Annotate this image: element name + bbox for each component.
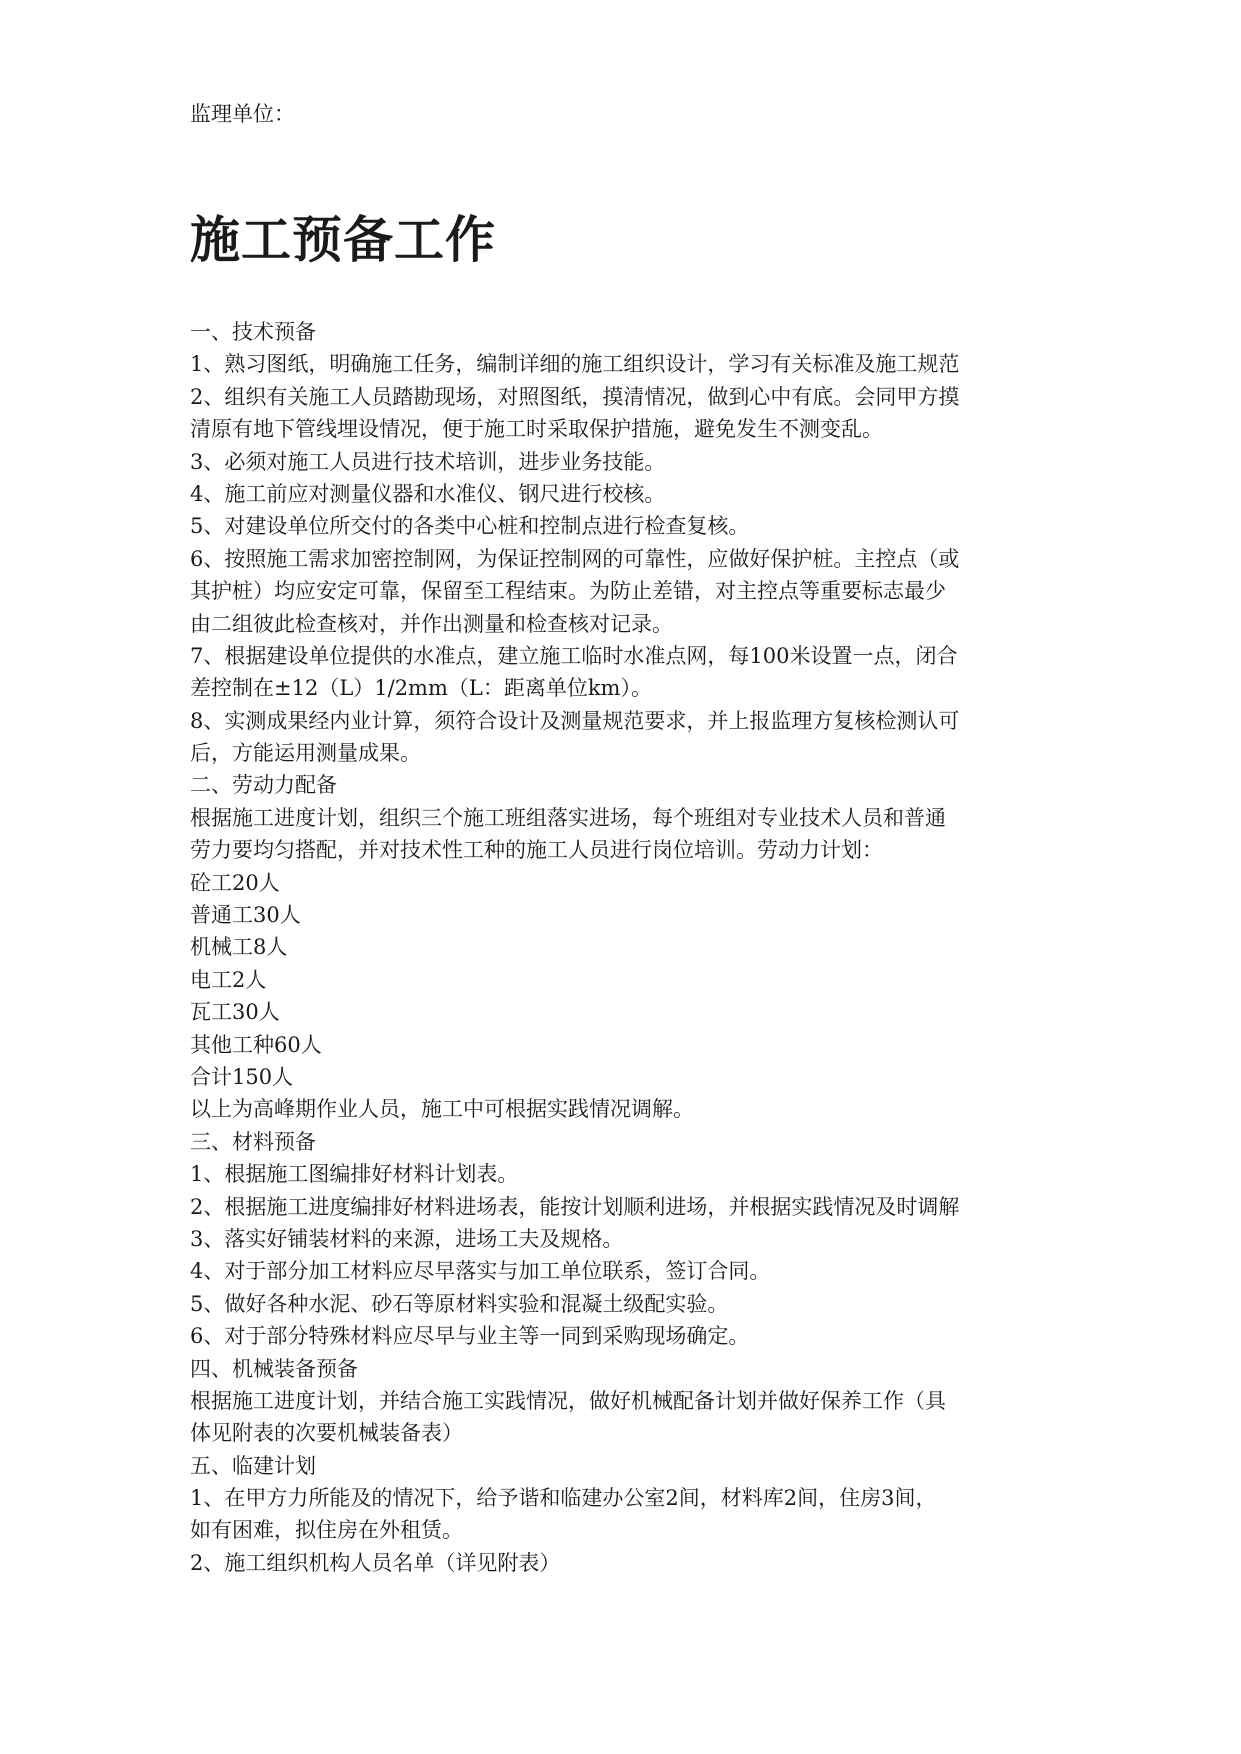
supervisor-label: 监理单位： — [190, 102, 295, 126]
document-body — [190, 316, 1080, 1579]
paragraph-line: 差控制在±12（L）1/2mm（L：距离单位km）。 — [190, 676, 652, 701]
paragraph-line: 1、熟习图纸，明确施工任务，编制详细的施工组织设计，学习有关标准及施工规范 — [190, 352, 960, 377]
paragraph-line: 8、实测成果经内业计算，须符合设计及测量规范要求，并上报监理方复核检测认可 — [190, 708, 960, 733]
section-heading-temporary: 五、临建计划 — [190, 1453, 316, 1478]
labor-item: 机械工8人 — [190, 935, 288, 960]
paragraph-line: 后，方能运用测量成果。 — [190, 741, 421, 766]
paragraph-line: 2、组织有关施工人员踏勘现场，对照图纸，摸清情况，做到心中有底。会同甲方摸 — [190, 384, 960, 409]
paragraph-line: 体见附表的次要机械装备表） — [190, 1421, 463, 1446]
paragraph-line: 6、按照施工需求加密控制网，为保证控制网的可靠性，应做好保护桩。主控点（或 — [190, 546, 960, 571]
document-title: 施工预备工作 — [190, 210, 496, 269]
labor-item: 其他工种60人 — [190, 1032, 322, 1057]
paragraph-line: 1、根据施工图编排好材料计划表。 — [190, 1162, 519, 1187]
section-heading-labor: 二、劳动力配备 — [190, 773, 337, 798]
paragraph-line: 4、施工前应对测量仪器和水准仪、钢尺进行校核。 — [190, 481, 666, 506]
paragraph-line: 如有困难，拟住房在外租赁。 — [190, 1518, 463, 1543]
section-heading-technical: 一、技术预备 — [190, 320, 316, 344]
paragraph-line: 6、对于部分特殊材料应尽早与业主等一同到采购现场确定。 — [190, 1324, 750, 1349]
section-heading-machinery: 四、机械装备预备 — [190, 1356, 358, 1381]
paragraph-line: 以上为高峰期作业人员，施工中可根据实践情况调解。 — [190, 1097, 694, 1122]
paragraph-line: 清原有地下管线埋设情况，便于施工时采取保护措施，避免发生不测变乱。 — [190, 417, 883, 442]
paragraph-line: 劳力要均匀搭配，并对技术性工种的施工人员进行岗位培训。劳动力计划： — [190, 838, 883, 863]
labor-total: 合计150人 — [190, 1064, 294, 1089]
paragraph-line: 7、根据建设单位提供的水准点，建立施工临时水准点网，每100米设置一点，闭合 — [190, 643, 958, 668]
labor-item: 砼工20人 — [190, 870, 280, 895]
paragraph-line: 2、根据施工进度编排好材料进场表，能按计划顺利进场，并根据实践情况及时调解 — [190, 1194, 960, 1219]
labor-item: 普通工30人 — [190, 903, 301, 928]
paragraph-line: 5、对建设单位所交付的各类中心桩和控制点进行检查复核。 — [190, 514, 750, 539]
labor-item: 瓦工30人 — [190, 1000, 280, 1025]
paragraph-line: 3、落实好铺装材料的来源，进场工夫及规格。 — [190, 1226, 624, 1251]
section-heading-materials: 三、材料预备 — [190, 1129, 316, 1154]
paragraph-line: 根据施工进度计划，组织三个施工班组落实进场，每个班组对专业技术人员和普通 — [190, 805, 946, 830]
paragraph-line: 5、做好各种水泥、砂石等原材料实验和混凝土级配实验。 — [190, 1291, 729, 1316]
paragraph-line: 4、对于部分加工材料应尽早落实与加工单位联系，签订合同。 — [190, 1259, 771, 1284]
paragraph-line: 根据施工进度计划，并结合施工实践情况，做好机械配备计划并做好保养工作（具 — [190, 1388, 946, 1413]
paragraph-line: 3、必须对施工人员进行技术培训，进步业务技能。 — [190, 449, 666, 474]
labor-item: 电工2人 — [190, 967, 267, 992]
paragraph-line: 其护桩）均应安定可靠，保留至工程结束。为防止差错，对主控点等重要标志最少 — [190, 579, 946, 604]
paragraph-line: 由二组彼此检查核对，并作出测量和检查核对记录。 — [190, 611, 673, 636]
paragraph-line: 1、在甲方力所能及的情况下，给予谐和临建办公室2间，材料库2间，住房3间， — [190, 1486, 937, 1511]
paragraph-line: 2、施工组织机构人员名单（详见附表） — [190, 1550, 561, 1575]
